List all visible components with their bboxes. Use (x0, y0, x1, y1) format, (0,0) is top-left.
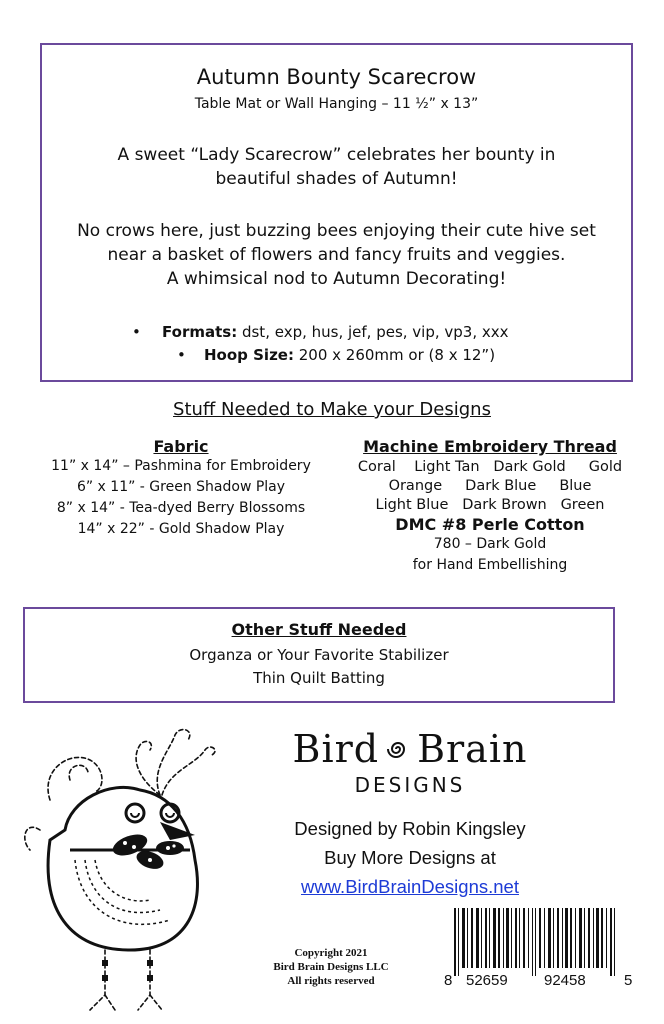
barcode (444, 908, 644, 996)
fabric-item: 8” x 14” - Tea-dyed Berry Blossoms (56, 500, 306, 516)
hoop-label: Hoop Size: (204, 346, 294, 364)
formats-label: Formats: (162, 323, 238, 341)
bird-brain-logo (280, 727, 540, 797)
bird-illustration (10, 710, 250, 1020)
stuff-needed-title: Stuff Needed to Make your Designs (173, 399, 491, 420)
bullet: • (132, 323, 141, 341)
description-line: near a basket of flowers and fancy fruits and veggies. (107, 245, 566, 265)
logo-word: Brain (417, 727, 528, 771)
thread-heading: Machine Embroidery Thread (363, 437, 617, 456)
barcode-digit: 5 (624, 972, 633, 989)
other-stuff-heading: Other Stuff Needed (231, 620, 407, 639)
swirl-icon (387, 738, 409, 760)
barcode-digit: 52659 (466, 972, 508, 989)
logo-word: Bird (292, 727, 380, 771)
hoop-value: 200 x 260mm or (8 x 12”) (293, 346, 496, 364)
dmc-line: for Hand Embellishing (412, 557, 568, 573)
thread-row: Orange Dark Blue Blue (388, 478, 592, 494)
thread-column (340, 437, 640, 576)
fabric-column (36, 437, 326, 540)
pattern-title: Autumn Bounty Scarecrow (196, 65, 477, 89)
fabric-item: 6” x 11” - Green Shadow Play (76, 479, 286, 495)
fabric-item: 14” x 22” - Gold Shadow Play (77, 521, 285, 537)
thread-row: Light Blue Dark Brown Green (375, 497, 605, 513)
hoop-size-line (204, 346, 495, 364)
copyright-line: Bird Brain Designs LLC (273, 961, 389, 973)
barcode-bars (444, 908, 644, 976)
other-stuff-box (23, 607, 615, 703)
logo-wordmark (293, 727, 528, 771)
buy-more-text: Buy More Designs at (324, 847, 496, 868)
barcode-digit: 92458 (544, 972, 586, 989)
intro-box (40, 43, 633, 382)
fabric-item: 11” x 14” – Pashmina for Embroidery (51, 458, 311, 474)
description-line: No crows here, just buzzing bees enjoying their cute hive set (77, 221, 596, 241)
copyright-line: All rights reserved (287, 975, 375, 987)
description-line: beautiful shades of Autumn! (215, 169, 458, 189)
copyright-line: Copyright 2021 (294, 947, 368, 959)
fabric-heading: Fabric (153, 437, 209, 456)
bullet: • (177, 346, 186, 364)
thread-row: Coral Light Tan Dark Gold Gold (357, 459, 623, 475)
designer-credit: Designed by Robin Kingsley (294, 818, 526, 839)
description-line: A whimsical nod to Autumn Decorating! (166, 269, 507, 289)
formats-value: dst, exp, hus, jef, pes, vip, vp3, xxx (237, 323, 509, 341)
other-stuff-item: Organza or Your Favorite Stabilizer (189, 646, 449, 664)
pattern-subtitle: Table Mat or Wall Hanging – 11 ½” x 13” (194, 96, 479, 112)
formats-line (162, 323, 509, 341)
logo-subtitle: DESIGNS (354, 773, 466, 797)
copyright-block (246, 946, 416, 988)
description-line: A sweet “Lady Scarecrow” celebrates her bounty in (117, 145, 556, 165)
website-link[interactable]: www.BirdBrainDesigns.net (301, 876, 519, 897)
other-stuff-item: Thin Quilt Batting (253, 669, 385, 687)
dmc-line: 780 – Dark Gold (433, 536, 547, 552)
barcode-digit: 8 (444, 972, 453, 989)
dmc-heading: DMC #8 Perle Cotton (395, 515, 585, 534)
